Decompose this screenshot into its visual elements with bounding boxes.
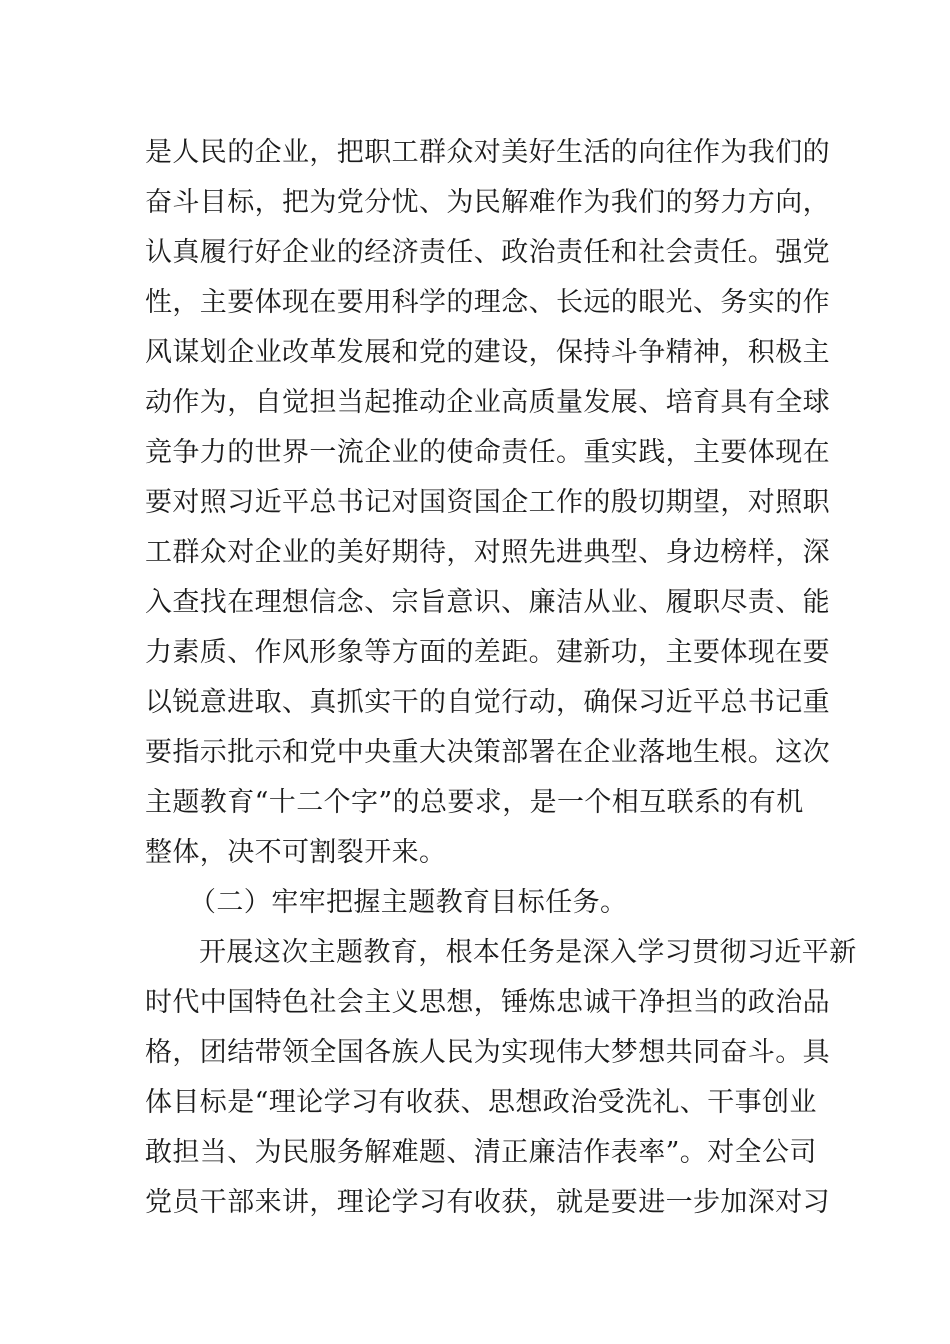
heading-line: （二）牢牢把握主题教育目标任务。 xyxy=(189,887,628,918)
text-line: 是人民的企业，把职工群众对美好生活的向往作为我们的 xyxy=(145,137,830,168)
text-line: 以锐意进取、真抓实干的自觉行动，确保习近平总书记重 xyxy=(145,687,830,718)
text-line: 要指示批示和党中央重大决策部署在企业落地生根。这次 xyxy=(145,737,830,768)
text-line: 主题教育“十二个字”的总要求，是一个相互联系的有机 xyxy=(145,787,804,818)
section-heading xyxy=(145,878,815,928)
paragraph xyxy=(145,928,857,1228)
text-line: 格，团结带领全国各族人民为实现伟大梦想共同奋斗。具 xyxy=(145,1037,830,1068)
text-line: 入查找在理想信念、宗旨意识、廉洁从业、履职尽责、能 xyxy=(145,587,830,618)
text-line: 开展这次主题教育，根本任务是深入学习贯彻习近平新 xyxy=(199,937,857,968)
text-line: 风谋划企业改革发展和党的建设，保持斗争精神，积极主 xyxy=(145,337,830,368)
text-line: 竞争力的世界一流企业的使命责任。重实践，主要体现在 xyxy=(145,437,830,468)
text-line: 奋斗目标，把为党分忧、为民解难作为我们的努力方向， xyxy=(145,187,830,218)
text-line: 性，主要体现在要用科学的理念、长远的眼光、务实的作 xyxy=(145,287,830,318)
text-line: 工群众对企业的美好期待，对照先进典型、身边榜样，深 xyxy=(145,537,830,568)
document-body xyxy=(145,128,857,1228)
text-line: 认真履行好企业的经济责任、政治责任和社会责任。强党 xyxy=(145,237,830,268)
text-line: 力素质、作风形象等方面的差距。建新功，主要体现在要 xyxy=(145,637,830,668)
text-line: 整体，决不可割裂开来。 xyxy=(145,837,447,868)
text-line: 党员干部来讲，理论学习有收获，就是要进一步加深对习 xyxy=(145,1187,830,1218)
text-line: 动作为，自觉担当起推动企业高质量发展、培育具有全球 xyxy=(145,387,830,418)
text-line: 敢担当、为民服务解难题、清正廉洁作表率”。对全公司 xyxy=(145,1137,817,1168)
text-line: 要对照习近平总书记对国资国企工作的殷切期望，对照职 xyxy=(145,487,830,518)
text-line: 时代中国特色社会主义思想，锤炼忠诚干净担当的政治品 xyxy=(145,987,830,1018)
paragraph-continuation xyxy=(145,128,830,878)
text-line: 体目标是“理论学习有收获、思想政治受洗礼、干事创业 xyxy=(145,1087,817,1118)
